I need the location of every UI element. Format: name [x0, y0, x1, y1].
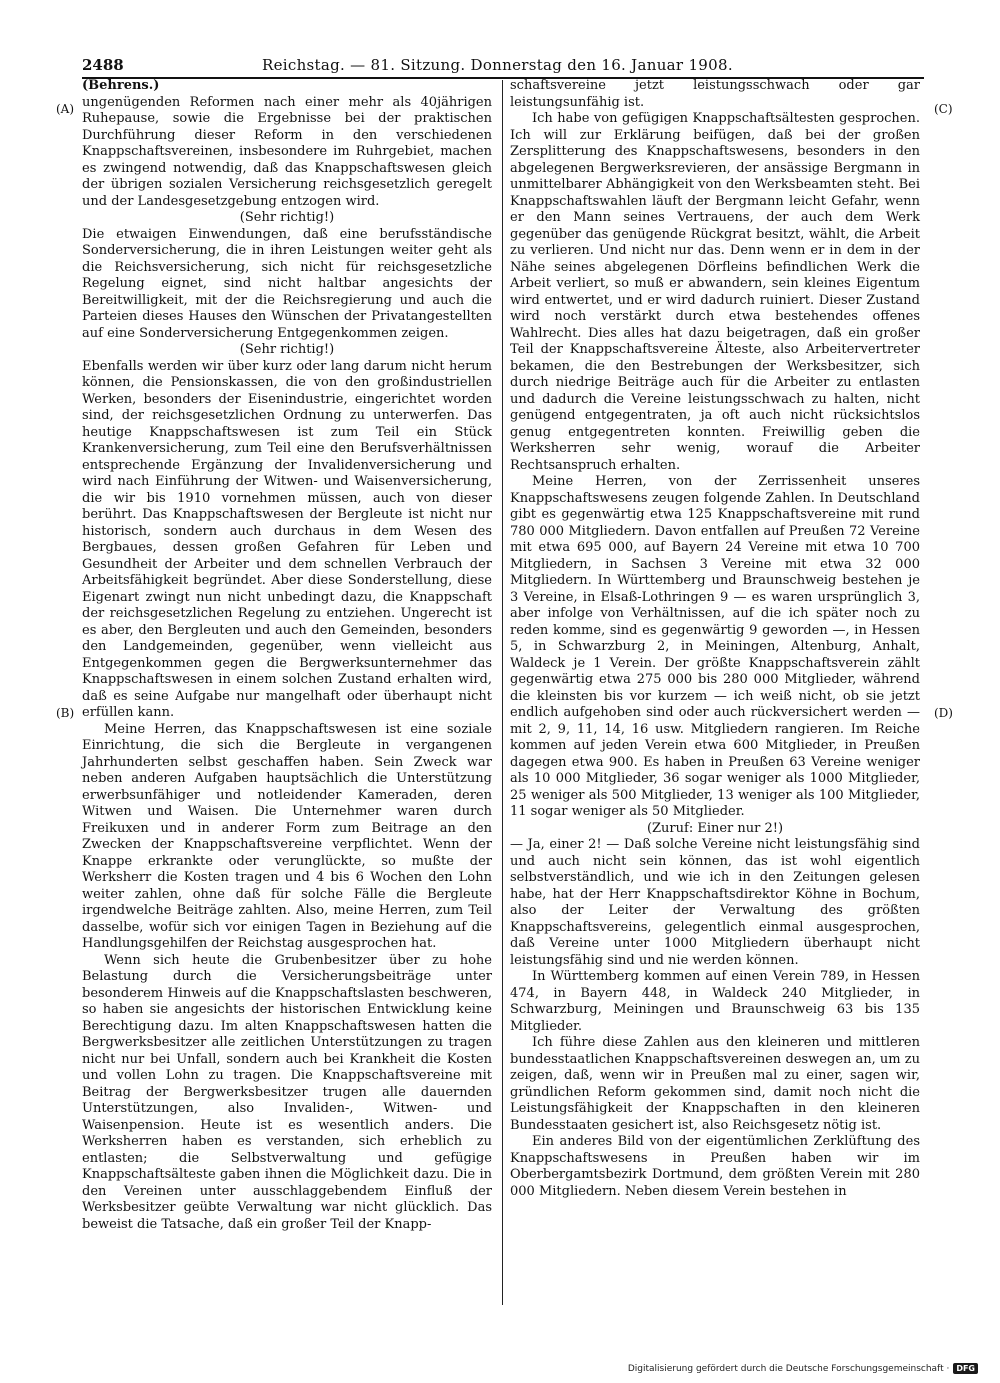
paragraph: Ein anderes Bild von der eigentümlichen Zerklüftung des Knappschaftswesens in Preußen haben wir im Oberbergamtsbezirk Dortmund, dem größten Verein mit 280 000 Mitgliedern. Neben diesem Verein bestehen in [510, 1134, 920, 1199]
margin-mark-a: (A) [56, 102, 75, 116]
column-divider [502, 80, 503, 1305]
paragraph: Ebenfalls werden wir über kurz oder lang darum nicht herum können, die Pensionskassen, die von den großindustriellen Werken, besonders der Eisenindustrie, eingerichtet worden sind, der reichsgesetzlichen Ordnung zu unterwerfen. Das heutige Knappschaftswesen ist zum Teil ein Stück Krankenversicherung, zum Teil eine den Berufsverhältnissen entsprechende Ergänzung der Invalidenversicherung und wird nach Einführung der Witwen- und Waisenversicherung, die wir bis 1910 vornehmen müssen, auch von dieser berührt. Das Knappschaftswesen der Bergleute ist nicht nur historisch, sondern auch durchaus in dem Wesen des Bergbaues, dessen großen Gefahren für Leben und Gesundheit der Arbeiter und dem schnellen Verbrauch der Arbeitsfähigkeit begründet. Aber diese Sonderstellung, diese Eigenart zwingt nun nicht unbedingt dazu, die Knappschaft der reichsgesetzlichen Regelung zu entziehen. Ungerecht ist es aber, den Bergleuten und auch den Gemeinden, besonders den Landgemeinden, gegenüber, wenn vielleicht aus Entgegenkommen gegen die Bergwerksunternehmer das Knappschaftswesen in einem solchen Zustand erhalten wird, daß es seine Aufgabe nur mangelhaft oder überhaupt nicht erfüllen kann. [82, 358, 492, 720]
paragraph: Ich habe von gefügigen Knappschaftsältesten gesprochen. Ich will zur Erklärung beifügen, daß bei der großen Zersplitterung des Knappschaftswesens, besonders in den abgelegenen Bergwerksrevieren, der ansässige Bergmann in unmittelbarer Abhängigkeit von den Werksbeamten steht. Bei Knappschaftswahlen läuft der Bergmann leicht Gefahr, wenn er den Mann seines Vertrauens, der auch dem Werk gegenüber das genügende Rückgrat besitzt, wählt, die Arbeit zu verlieren. Und nicht nur das. Denn wenn er in dem in der Nähe seines abgelegenen Dörfleins befindlichen Werk die Arbeit verliert, so muß er abwandern, sein kleines Eigentum wird entwertet, und er wird dadurch ruiniert. Dieser Zustand wird noch verstärkt durch etwa bestehendes offenes Wahlrecht. Dies alles hat dazu beigetragen, daß ein großer Teil der Knappschaftsvereine Älteste, also Arbeitervertreter bekamen, die den Bestrebungen der Werksbesitzer, sich durch niedrige Beiträge auch für die Arbeiter zu entlasten und dadurch die Vereine leistungsschwach zu halten, nicht genügend entgegentraten, ja oft auch nicht rücksichtslos genug entgegentreten konnten. Freiwillig geben die Werksherren sehr wenig, worauf die Arbeiter Rechtsanspruch erhalten. [510, 111, 920, 473]
margin-mark-d: (D) [934, 706, 953, 720]
margin-mark-c: (C) [934, 102, 953, 116]
right-column [510, 78, 920, 1200]
interjection: (Sehr richtig!) [239, 210, 335, 225]
running-title: Reichstag. — 81. Sitzung. Donnerstag den 16. Januar 1908. [262, 56, 733, 74]
paragraph: In Württemberg kommen auf einen Verein 789, in Hessen 474, in Bayern 448, in Waldeck 240 Mitglieder, in Schwarzburg, Meiningen und Braunschweig 63 bis 135 Mitglieder. [510, 969, 920, 1034]
margin-mark-b: (B) [56, 706, 75, 720]
speaker-name: (Behrens.) [82, 78, 160, 93]
paragraph: schaftsvereine jetzt leistungsschwach oder gar leistungsunfähig ist. [510, 78, 920, 110]
paragraph: Wenn sich heute die Grubenbesitzer über zu hohe Belastung durch die Versicherungsbeiträge unter besonderem Hinweis auf die Knappschaftslasten beschweren, so haben sie angesichts der historischen Entwicklung keine Berechtigung dazu. Im alten Knappschaftswesen hatten die Bergwerksbesitzer alle zeitlichen Unterstützungen zu tragen nicht nur bei Unfall, sondern auch bei Krankheit die Kosten und vollen Lohn zu tragen. Die Knappschaftsvereine mit Beitrag der Bergwerksbesitzer trugen alle dauernden Unterstützungen, also Invaliden-, Witwen- und Waisenpension. Heute ist es wesentlich anders. Die Werksherren haben es verstanden, sich erheblich zu entlasten; die Selbstverwaltung und gefügige Knappschaftsälteste gaben ihnen die Möglichkeit dazu. Die in den Vereinen unter ausschlaggebendem Einfluß der Werksbesitzer geübte Verwaltung war nicht glücklich. Das beweist die Tatsache, daß ein großer Teil der Knapp- [82, 952, 492, 1232]
dfg-logo: DFG [953, 1363, 978, 1374]
paragraph: Meine Herren, das Knappschaftswesen ist eine soziale Einrichtung, die sich die Bergleute in vergangenen Jahrhunderten selbst geschaffen haben. Sein Zweck war neben anderen Aufgaben hauptsächlich die Unterstützung erwerbsunfähiger und notleidender Kameraden, deren Witwen und Waisen. Die Unternehmer waren durch Freikuxen und in anderer Form zum Beitrage an den Zwecken der Knappschaftsvereine verpflichtet. Wenn der Knappe erkrankte oder verunglückte, so mußte der Werksherr die Kosten tragen und 4 bis 6 Wochen den Lohn weiter zahlen, ohne daß für solche Fälle die Bergleute irgendwelche Beiträge zahlten. Also, meine Herren, zum Teil dasselbe, wofür sich vor einigen Tagen in Beziehung auf die Handlungsgehilfen der Reichstag ausgesprochen hat. [82, 721, 492, 951]
paragraph: ungenügenden Reformen nach einer mehr als 40jährigen Ruhepause, sowie die Ergebnisse bei der praktischen Durchführung dieser Reform in den verschiedenen Knappschaftsvereinen, insbesondere im Ruhrgebiet, machen es zwingend notwendig, daß das Knappschaftswesen gleich der übrigen sozialen Versicherung reichsgesetzlich geregelt und der Landesgesetzgebung entzogen wird. [82, 94, 492, 209]
paragraph: Meine Herren, von der Zerrissenheit unseres Knappschaftswesens zeugen folgende Zahlen. In Deutschland gibt es gegenwärtig etwa 125 Knappschaftsvereine mit rund 780 000 Mitgliedern. Davon entfallen auf Preußen 72 Vereine mit etwa 695 000, auf Bayern 24 Vereine mit etwa 10 700 Mitgliedern, in Sachsen 3 Vereine mit etwa 32 000 Mitgliedern. In Württemberg und Braunschweig bestehen je 3 Vereine, in Elsaß-Lothringen 9 — es waren ursprünglich 3, aber infolge von Verhältnissen, auf die ich später noch zu reden komme, sind es gegenwärtig 9 geworden —, in Hessen 5, in Schwarzburg 2, in Meiningen, Altenburg, Anhalt, Waldeck je 1 Verein. Der größte Knappschaftsverein zählt gegenwärtig etwa 275 000 bis 280 000 Mitglieder, während die kleinsten bis vor kurzem — ich weiß nicht, ob sie jetzt endlich aufgehoben sind oder auch rückversichert werden — mit 2, 9, 11, 14, 16 usw. Mitgliedern rangieren. Im Reiche kommen auf jeden Verein etwa 600 Mitglieder, in Preußen dagegen etwa 900. Es haben in Preußen 63 Vereine weniger als 10 000 Mitglieder, 36 sogar weniger als 1000 Mitglieder, 25 weniger als 500 Mitglieder, 13 weniger als 100 Mitglieder, 11 sogar weniger als 50 Mitglieder. [510, 474, 920, 819]
footer-credit [628, 1363, 978, 1374]
left-column [82, 78, 492, 1233]
interjection: (Sehr richtig!) [239, 342, 335, 357]
footer-text: Digitalisierung gefördert durch die Deutsche Forschungsgemeinschaft · [627, 1363, 950, 1374]
paragraph: Ich führe diese Zahlen aus den kleineren und mittleren bundesstaatlichen Knappschaftsvereinen deswegen an, um zu zeigen, daß, wenn wir in Preußen mal zu einer, sagen wir, gründlichen Reform gekommen sind, damit noch nicht die Leistungsfähigkeit der Knappschaften in den kleineren Bundesstaaten gesichert ist, also Reichsgesetz nötig ist. [510, 1035, 920, 1133]
paragraph: — Ja, einer 2! — Daß solche Vereine nicht leistungsfähig sind und auch nicht sein können, das ist wohl eigentlich selbstverständlich, und wie ich in den Zeitungen gelesen habe, hat der Herr Knappschaftsdirektor Köhne in Bochum, also der Leiter der Verwaltung des größten Knappschaftsvereins, gelegentlich einmal ausgesprochen, daß Vereine unter 1000 Mitgliedern überhaupt nicht leistungsfähig sind und nie werden können. [510, 837, 920, 968]
interjection: (Zuruf: Einer nur 2!) [646, 820, 784, 836]
page-number: 2488 [82, 56, 124, 74]
paragraph: Die etwaigen Einwendungen, daß eine berufsständische Sonderversicherung, die in ihren Leistungen weiter geht als die Reichsversicherung, sich nicht für reichsgesetzliche Regelung eignet, sind nicht haltbar angesichts der Bereitwilligkeit, mit der die Reichsregierung und auch die Parteien dieses Hauses den Wünschen der Privatangestellten auf eine Sonderversicherung Entgegenkommen zeigen. [82, 226, 492, 341]
page-header [82, 52, 922, 78]
